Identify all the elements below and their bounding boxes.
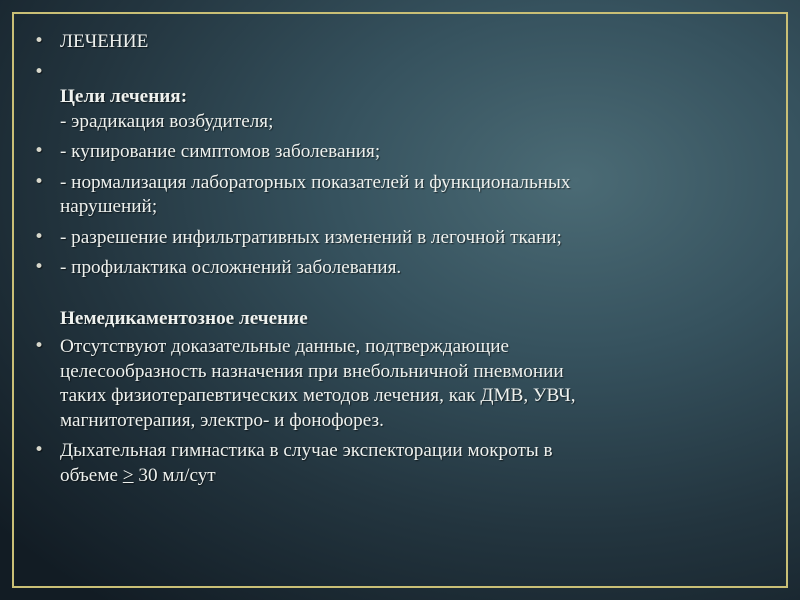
goals-title: Цели лечения: xyxy=(60,86,188,107)
bullet-icon: • xyxy=(34,31,45,51)
non-drug-title: Немедикаментозное лечение xyxy=(60,307,308,329)
bullet-icon: • xyxy=(34,171,45,192)
bullet-icon: • xyxy=(34,440,45,460)
goal-text: - купирование симптомов заболевания; xyxy=(60,141,381,162)
list-item-non-drug xyxy=(34,335,734,433)
non-drug-text: таких физиотерапевтических методов лечения, как ДМВ, УВЧ, xyxy=(60,385,576,406)
list-item-goal xyxy=(34,226,734,251)
list-item-non-drug xyxy=(34,439,734,488)
bullet-icon: • xyxy=(34,257,45,277)
non-drug-text: Дыхательная гимнастика в случае экспекторации мокроты в xyxy=(60,440,553,461)
list-item-goal xyxy=(34,140,734,165)
bullet-icon: • xyxy=(34,141,45,161)
bullet-icon: • xyxy=(34,61,45,82)
goal-text: - разрешение инфильтративных изменений в легочной ткани; xyxy=(60,226,562,248)
list-item-goals xyxy=(34,61,734,135)
bullet-icon: • xyxy=(34,336,45,356)
non-drug-text: 30 мл/сут xyxy=(133,464,216,486)
goal-text: - профилактика осложнений заболевания. xyxy=(60,257,402,278)
non-drug-text: целесообразность назначения при внебольничной пневмонии xyxy=(60,360,564,382)
goal-text: нарушений; xyxy=(60,196,158,217)
non-drug-text: Отсутствуют доказательные данные, подтверждающие xyxy=(60,336,510,357)
list-item-goal xyxy=(34,256,734,281)
goal-text: - нормализация лабораторных показателей и функциональных xyxy=(60,171,571,193)
non-drug-text: объеме xyxy=(60,464,123,486)
list-item-heading xyxy=(34,30,734,55)
list-item-goal xyxy=(34,171,734,220)
bullet-icon: • xyxy=(34,226,45,247)
goal-text: - эрадикация возбудителя; xyxy=(60,110,274,132)
slide-content xyxy=(34,30,734,494)
non-drug-text: магнитотерапия, электро- и фонофорез. xyxy=(60,409,384,431)
greater-or-equal-symbol: > xyxy=(122,464,134,486)
heading-text: ЛЕЧЕНИЕ xyxy=(60,31,149,52)
